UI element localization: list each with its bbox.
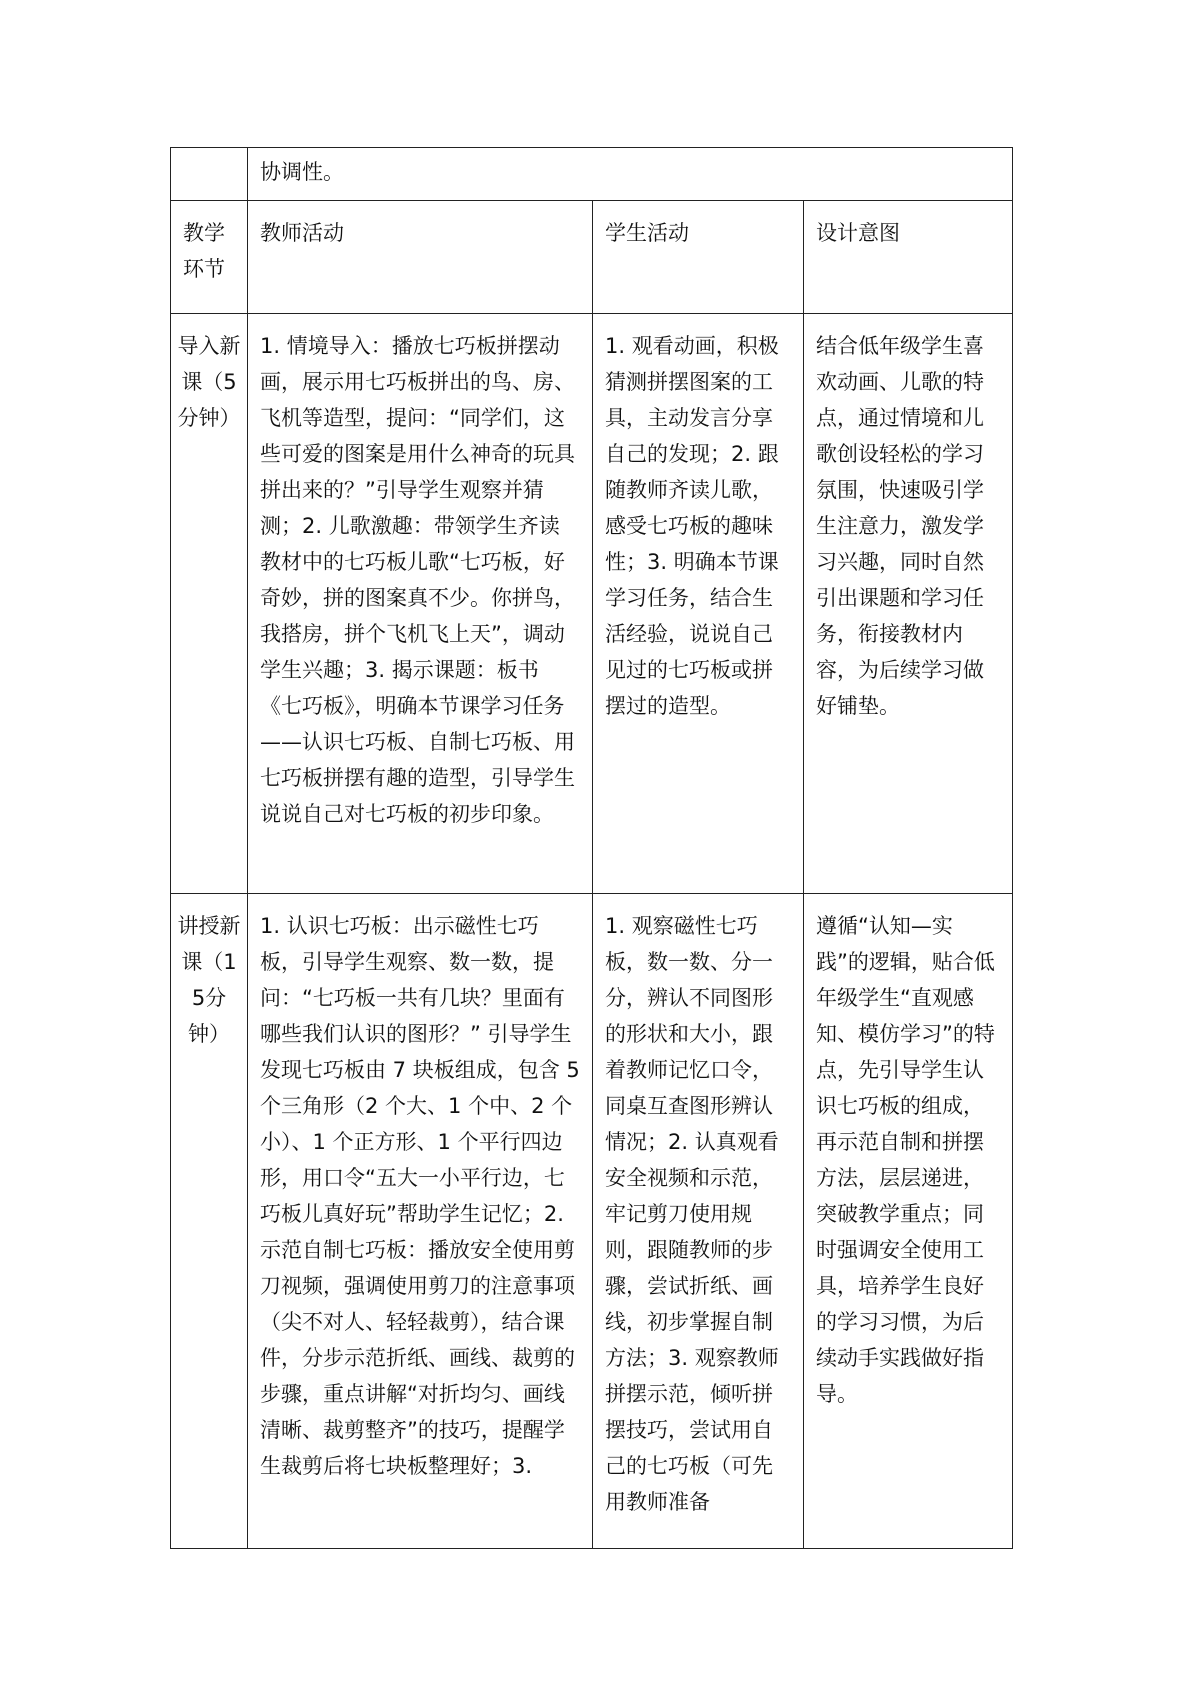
header-stage — [171, 201, 248, 314]
header-row — [171, 201, 1013, 314]
header-teacher: 教师活动 — [248, 201, 593, 314]
teacher-cell-intro: 1. 情境导入：播放七巧板拼摆动画，展示用七巧板拼出的鸟、房、飞机等造型，提问：“同学们，这些可爱的图案是用什么神奇的玩具拼出来的？”引导学生观察并猜测；2. 儿歌激趣：带领学生齐读教材中的七巧板儿歌“七巧板，好奇妙，拼的图案真不少。你拼鸟，我搭房，拼个飞机飞上天”，调动学生兴趣；3. 揭示课题：板书《七巧板》，明确本节课学习任务——认识七巧板、自制七巧板、用七巧板拼摆有趣的造型，引导学生说说自己对七巧板的初步印象。 — [248, 314, 593, 894]
stage-cell-intro: 导入新课（5分钟） — [171, 314, 248, 894]
header-intent: 设计意图 — [804, 201, 1013, 314]
continuation-text-cell: 协调性。 — [248, 148, 1013, 201]
header-stage-text: 教学环节 — [183, 221, 225, 281]
continuation-row — [171, 148, 1013, 201]
student-cell-teach: 1. 观察磁性七巧板，数一数、分一分，辨认不同图形的形状和大小，跟着教师记忆口令，同桌互查图形辨认情况；2. 认真观看安全视频和示范，牢记剪刀使用规则，跟随教师的步骤，尝试折纸、画线，初步掌握自制方法；3. 观察教师拼摆示范，倾听拼摆技巧，尝试用自己的七巧板（可先用教师准备 — [593, 894, 804, 1549]
lesson-plan-table — [170, 147, 1013, 1549]
intent-cell-teach: 遵循“认知—实践”的逻辑，贴合低年级学生“直观感知、模仿学习”的特点，先引导学生认识七巧板的组成，再示范自制和拼摆方法，层层递进，突破教学重点；同时强调安全使用工具，培养学生良好的学习习惯，为后续动手实践做好指导。 — [804, 894, 1013, 1549]
teacher-cell-teach: 1. 认识七巧板：出示磁性七巧板，引导学生观察、数一数，提问：“七巧板一共有几块？里面有哪些我们认识的图形？” 引导学生发现七巧板由 7 块板组成，包含 5 个三角形（2 个大、1 个中、2 个小）、1 个正方形、1 个平行四边形，用口令“五大一小平行边，七巧板儿真好玩”帮助学生记忆；2. 示范自制七巧板：播放安全使用剪刀视频，强调使用剪刀的注意事项（尖不对人、轻轻裁剪），结合课件，分步示范折纸、画线、裁剪的步骤，重点讲解“对折均匀、画线清晰、裁剪整齐”的技巧，提醒学生裁剪后将七块板整理好；3. — [248, 894, 593, 1549]
table-row — [171, 894, 1013, 1549]
header-student: 学生活动 — [593, 201, 804, 314]
table-row — [171, 314, 1013, 894]
continuation-stage-cell — [171, 148, 248, 201]
student-cell-intro: 1. 观看动画，积极猜测拼摆图案的工具，主动发言分享自己的发现；2. 跟随教师齐读儿歌，感受七巧板的趣味性；3. 明确本节课学习任务，结合生活经验，说说自己见过的七巧板或拼摆过的造型。 — [593, 314, 804, 894]
stage-cell-teach: 讲授新课（15分钟） — [171, 894, 248, 1549]
intent-cell-intro: 结合低年级学生喜欢动画、儿歌的特点，通过情境和儿歌创设轻松的学习氛围，快速吸引学生注意力，激发学习兴趣，同时自然引出课题和学习任务，衔接教材内容，为后续学习做好铺垫。 — [804, 314, 1013, 894]
